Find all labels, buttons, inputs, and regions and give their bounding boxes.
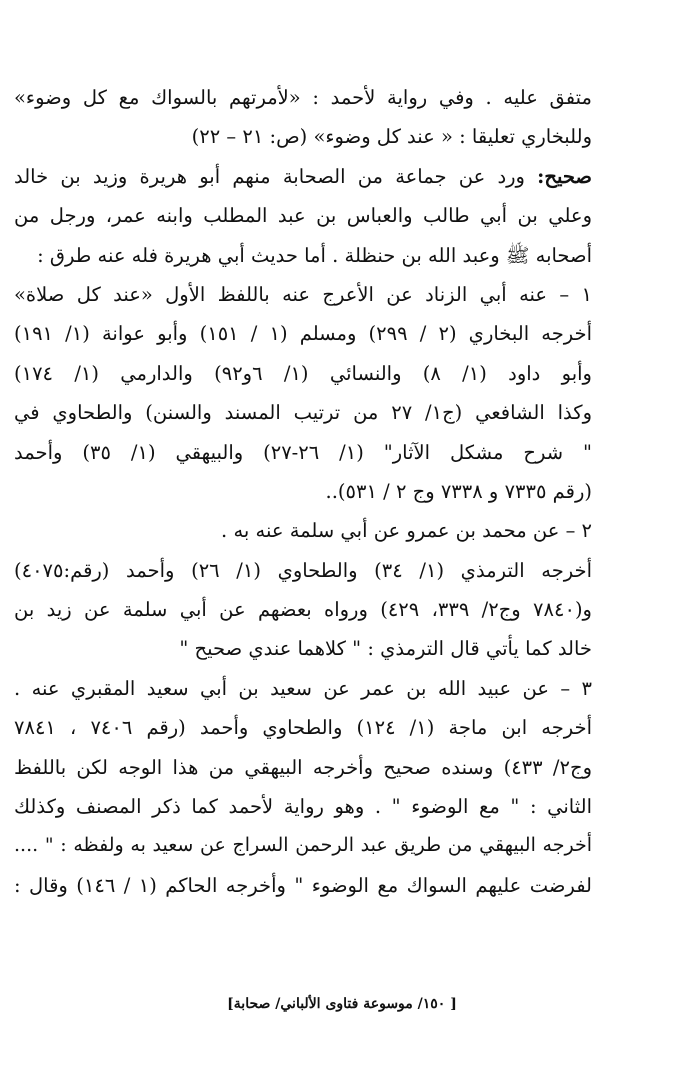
line-text: " شرح مشكل الآثار" (١/ ٢٦-٢٧) والبيهقي (١/ ٣٥) وأحمد <box>14 440 592 464</box>
line-text: أخرجه البخاري (٢ / ٢٩٩) ومسلم (١ / ١٥١) وأبو عوانة (١/ ١٩١) <box>14 322 592 346</box>
line-text: ٢ – عن محمد بن عمرو عن أبي سلمة عنه به . <box>221 519 592 543</box>
text-line-10 <box>14 433 592 472</box>
line-text: ورد عن جماعة من الصحابة منهم أبو هريرة وزيد بن خالد <box>14 164 538 188</box>
line-text: ١ – عنه أبي الزناد عن الأعرج عنه باللفظ الأول «عند كل صلاة» <box>14 282 592 306</box>
section-heading: صحيح: <box>537 164 592 188</box>
text-line-3 <box>14 157 592 196</box>
text-line-17 <box>14 708 592 747</box>
text-line-1 <box>14 78 592 117</box>
text-line-6 <box>14 275 592 314</box>
text-line-9 <box>14 393 592 432</box>
text-line-8 <box>14 354 592 393</box>
text-line-4 <box>14 196 592 235</box>
text-line-16 <box>14 669 592 708</box>
text-line-20 <box>14 826 592 865</box>
text-line-7 <box>14 314 592 353</box>
line-text: الثاني : " مع الوضوء " . وهو رواية لأحمد كما ذكر المصنف وكذلك <box>14 795 592 819</box>
text-line-14 <box>14 590 592 629</box>
text-line-5 <box>14 236 592 275</box>
text-line-2 <box>14 117 592 156</box>
footer-text: [ ١٥٠/ موسوعة فتاوى الألباني/ صحابة] <box>227 996 457 1012</box>
line-text: خالد كما يأتي قال الترمذي : " كلاهما عندي صحيح " <box>179 637 592 661</box>
line-text: متفق عليه . وفي رواية لأحمد : «لأمرتهم بالسواك مع كل وضوء» <box>14 86 592 109</box>
line-text: لفرضت عليهم السواك مع الوضوء " وأخرجه الحاكم (١ / ١٤٦) وقال : <box>14 873 592 897</box>
body-text <box>14 78 592 905</box>
line-text: أصحابه ﷺ وعبد الله بن حنظلة . أما حديث أبي هريرة فله عنه طرق : <box>37 243 592 267</box>
text-line-21 <box>14 866 592 905</box>
line-text: أخرجه البيهقي من طريق عبد الرحمن السراج عن سعيد به ولفظه : " .... <box>14 834 592 857</box>
text-line-15 <box>14 629 592 668</box>
text-line-12 <box>14 511 592 550</box>
line-text: أخرجه ابن ماجة (١/ ١٢٤) والطحاوي وأحمد (رقم ٧٤٠٦ ، ٧٨٤١ <box>14 716 592 740</box>
text-line-11 <box>14 472 592 511</box>
line-text: وللبخاري تعليقا : « عند كل وضوء» (ص: ٢١ – ٢٢) <box>191 125 592 149</box>
line-text: أخرجه الترمذي (١/ ٣٤) والطحاوي (١/ ٢٦) وأحمد (رقم:٤٠٧٥) <box>14 558 592 582</box>
text-line-19 <box>14 787 592 826</box>
text-line-18 <box>14 748 592 787</box>
line-text: و(٧٨٤٠ وج٢/ ٣٣٩، ٤٢٩) ورواه بعضهم عن أبي سلمة عن زيد بن <box>14 598 592 622</box>
text-line-13 <box>14 551 592 590</box>
line-text: (رقم ٧٣٣٥ و ٧٣٣٨ وج ٢ / ٥٣١).. <box>325 479 592 503</box>
line-text: وكذا الشافعي (ج١/ ٢٧ من ترتيب المسند والسنن) والطحاوي في <box>14 401 592 425</box>
line-text: وأبو داود (١/ ٨) والنسائي (١/ ٦و٩٢) والدارمي (١/ ١٧٤) <box>14 361 592 385</box>
line-text: وج٢/ ٤٣٣) وسنده صحيح وأخرجه البيهقي من هذا الوجه لكن باللفظ <box>14 755 592 779</box>
page-footer <box>0 996 684 1012</box>
line-text: وعلي بن أبي طالب والعباس بن عبد المطلب وابنه عمر، ورجل من <box>14 204 592 228</box>
line-text: ٣ – عن عبيد الله بن عمر عن سعيد بن أبي سعيد المقبري عنه . <box>14 676 592 700</box>
